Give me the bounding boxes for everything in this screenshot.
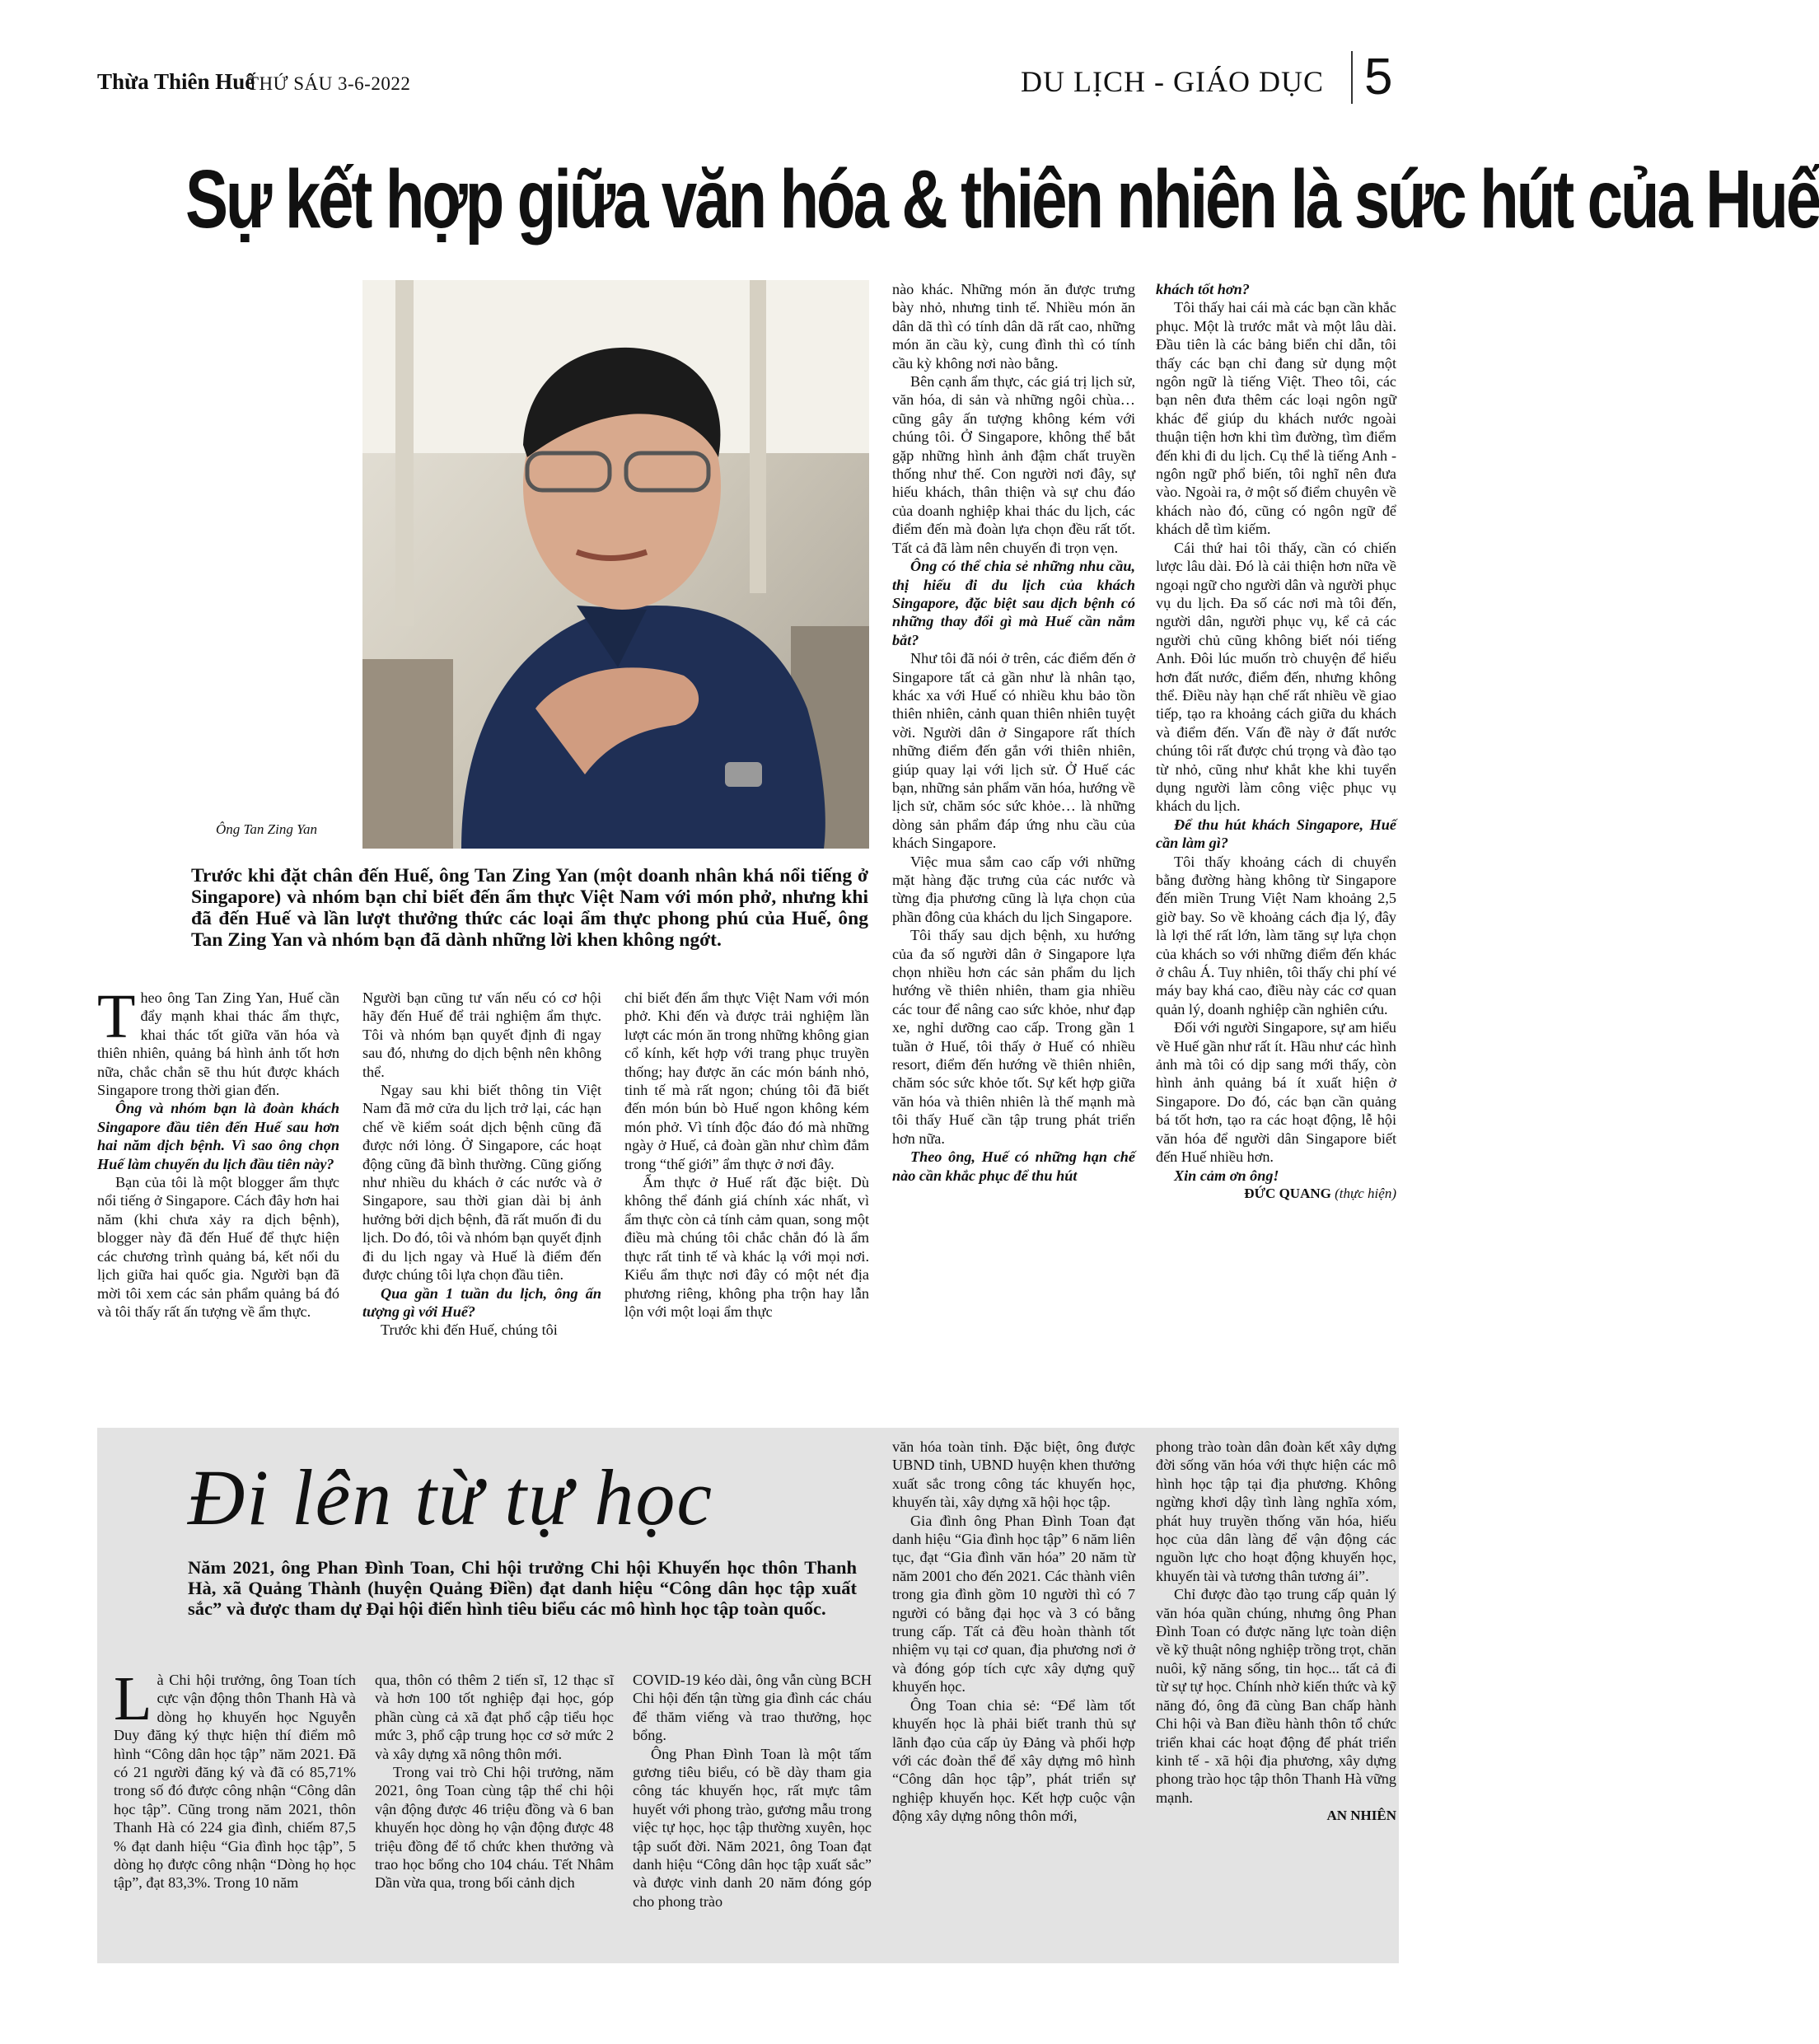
- article1-column-2: [362, 989, 601, 1340]
- paragraph: Việc mua sắm cao cấp với những mặt hàng đặc trưng của các nước và từng địa phương cũng là lựa chọn của phần đông của khách du lịch Singapore.: [892, 853, 1135, 925]
- article-title: Đi lên từ tự học: [188, 1453, 713, 1541]
- newspaper-name: Thừa Thiên Huế: [97, 69, 255, 94]
- paragraph: Tôi thấy hai cái mà các bạn cần khắc phục. Một là trước mắt và một lâu dài. Đầu tiên là các bảng biển chỉ dẫn, tôi thấy các bạn chỉ đang sử dụng một ngôn ngữ là tiếng Việt. Theo tôi, các bạn nên đưa thêm các loại ngôn ngữ khác để giúp du khách nước ngoài thuận tiện hơn khi tìm đường, tìm điểm đến khi đi du lịch. Cụ thể là tiếng Anh - ngôn ngữ phổ biến, tôi nghĩ nên đưa vào. Ngoài ra, ở một số điểm chuyên về khách nào đó, cũng có ngôn ngữ để khách dễ tìm kiếm.: [1156, 299, 1396, 538]
- paragraph: Người bạn cũng tư vấn nếu có cơ hội hãy đến Huế để trải nghiệm ẩm thực. Tôi và nhóm bạn quyết định đi ngay sau đó, nhưng do dịch bệnh nên không thể.: [362, 989, 601, 1080]
- article2-column-5: [1156, 1438, 1396, 1826]
- interview-question: Ông và nhóm bạn là đoàn khách Singapore đầu tiên đến Huế sau hơn hai năm dịch bệnh. Vì sao ông chọn Huế làm chuyến du lịch đầu tiên này?: [97, 1100, 339, 1172]
- paragraph: Bên cạnh ẩm thực, các giá trị lịch sử, văn hóa, di sản và những ngôi chùa… cũng gây ấn tượng không kém với chúng tôi. Ở Singapore, không thể bắt gặp những hình ảnh đậm chất truyền thống như thế. Con người nơi đây, sự hiếu khách, thân thiện và sự chu đáo của doanh nghiệp khai thác du lịch, các điểm đến mà đoàn lựa chọn đều rất tốt. Tất cả đã làm nên chuyến đi trọn vẹn.: [892, 373, 1135, 556]
- article1-column-4: [892, 280, 1135, 1185]
- article1-column-5: [1156, 280, 1396, 1203]
- paragraph: Gia đình ông Phan Đình Toan đạt danh hiệu “Gia đình học tập” 6 năm liên tục, đạt “Gia đình văn hóa” 20 năm từ năm 2001 cho đến 2021. Các thành viên trong gia đình gồm 10 người thì có 7 người có bằng đại học và 3 có bằng trung cấp. Tất cả đều hoàn thành tốt nhiệm vụ tại cơ quan, địa phương nơi ở và đóng góp tích cực xây dựng quỹ khuyến học.: [892, 1512, 1135, 1696]
- paragraph: heo ông Tan Zing Yan, Huế cần đẩy mạnh khai thác ẩm thực, khai thác tốt giữa văn hóa và thiên nhiên, quảng bá hình ảnh tốt hơn nữa, chắc chắn sẽ thu hút được khách Singapore trong thời gian đến.: [97, 989, 339, 1099]
- paragraph: Như tôi đã nói ở trên, các điểm đến ở Singapore tất cả gần như là nhân tạo, khác xa với Huế có nhiều khu bảo tồn thiên nhiên, cảnh quan thiên nhiên tuyệt vời. Người dân ở Singapore rất thích những điểm đến gắn với thiên nhiên, giúp quay lại với lịch sử. Ở Huế các bạn, những sản phẩm văn hóa, hướng về lịch sử, chăm sóc sức khỏe… là những dòng sản phẩm đáp ứng nhu cầu của khách Singapore.: [892, 650, 1135, 852]
- paragraph: Tôi thấy khoảng cách di chuyển bằng đường hàng không từ Singapore đến miền Trung Việt Nam khoảng 2,5 giờ bay. So về khoảng cách địa lý, đây là lợi thế rất lớn, làm tăng sự lựa chọn của khách so với những điểm đến khác ở châu Á. Tuy nhiên, tôi thấy chi phí vé máy bay khá cao, điều này các cơ quan quản lý, doanh nghiệp cần nghiên cứu.: [1156, 853, 1396, 1017]
- interview-question: Để thu hút khách Singapore, Huế cần làm gì?: [1156, 816, 1396, 852]
- paragraph: Chỉ được đào tạo trung cấp quản lý văn hóa quần chúng, nhưng ông Phan Đình Toan có được năng lực toàn diện về kỹ thuật nông nghiệp trồng trọt, chăn nuôi, kỹ năng sống, tin học... tất cả đi từ sự tự học. Chính nhờ kiến thức và kỹ năng đó, ông đã cùng Ban chấp hành Chi hội và Ban điều hành thôn tổ chức triển khai các hoạt động để phát triển kinh tế - xã hội địa phương, xây dựng phong trào học tập thôn Thanh Hà vững mạnh.: [1156, 1586, 1396, 1806]
- article-lead: Trước khi đặt chân đến Huế, ông Tan Zing Yan (một doanh nhân khá nổi tiếng ở Singapore) và nhóm bạn chỉ biết đến ẩm thực Việt Nam với món phở, nhưng khi đã đến Huế và lần lượt thưởng thức các loại ẩm thực phong phú của Huế, ông Tan Zing Yan và nhóm bạn đã dành những lời khen không ngớt.: [191, 865, 868, 951]
- paragraph: Ông Phan Đình Toan là một tấm gương tiêu biểu, có bề dày tham gia công tác khuyến học, rất mực tâm huyết với phong trào, gương mẫu trong việc tự học, học tập thường xuyên, học tập suốt đời. Năm 2021, ông Toan đạt danh hiệu “Công dân học tập xuất sắc” và được vinh danh 20 năm đóng góp cho phong trào: [633, 1745, 872, 1910]
- paragraph: văn hóa toàn tỉnh. Đặc biệt, ông được UBND tỉnh, UBND huyện khen thưởng xuất sắc trong công tác khuyến học, khuyến tài, xây dựng xã hội học tập.: [892, 1438, 1135, 1511]
- page-number: 5: [1364, 49, 1393, 105]
- drop-cap: T: [97, 982, 136, 1051]
- article2-column-4: [892, 1438, 1135, 1826]
- paragraph: phong trào toàn dân đoàn kết xây dựng đời sống văn hóa với thực hiện các mô hình học tập tại địa phương. Không ngừng khơi dậy tình làng nghĩa xóm, phát huy truyền thống văn hóa, hiếu học của dân làng để vận động các nguồn lực cho hoạt động khuyến học, khuyến tài và tương thân tương ái”.: [1156, 1438, 1396, 1584]
- paragraph: Ẩm thực ở Huế rất đặc biệt. Dù không thể đánh giá chính xác nhất, vì ẩm thực còn cả tính cảm quan, song một điều mà chúng tôi chắc chắn đó là ẩm thực rất tinh tế và khác lạ với mọi nơi. Kiểu ẩm thực nơi đây có một nét địa phương riêng, không pha trộn hay lẫn lộn với một loại ẩm thực: [624, 1174, 869, 1320]
- section-title: DU LỊCH - GIÁO DỤC: [1021, 65, 1324, 98]
- interview-question: Theo ông, Huế có những hạn chế nào cần khắc phục để thu hút: [892, 1148, 1135, 1184]
- interview-question: Ông có thể chia sẻ những nhu cầu, thị hiếu đi du lịch của khách Singapore, đặc biệt sau dịch bệnh có những thay đổi gì mà Huế cần nắm bắt?: [892, 558, 1135, 648]
- article1-column-1: [97, 982, 339, 1321]
- paragraph: Tôi thấy sau dịch bệnh, xu hướng của đa số người dân ở Singapore lựa chọn nhiều hơn các sản phẩm du lịch hướng về thiên nhiên, tham gia nhiều các tour để nâng cao sức khỏe, như đạp xe, nghỉ dưỡng cao cấp. Trong gần 1 tuần ở Huế, tôi thấy ở Huế có nhiều resort, điểm đến hướng về thiên nhiên, chăm sóc sức khỏe tốt. Sự kết hợp giữa văn hóa và thiên nhiên là thế mạnh mà tôi thấy Huế cần tập trung phát triển hơn nữa.: [892, 927, 1135, 1147]
- paragraph: qua, thôn có thêm 2 tiến sĩ, 12 thạc sĩ và hơn 100 tốt nghiệp đại học, góp phần cùng cả xã đạt phổ cập tiểu học mức 3, phổ cập trung học cơ sở mức 2 và xây dựng xã nông thôn mới.: [375, 1672, 614, 1762]
- paragraph: nào khác. Những món ăn được trưng bày nhỏ, nhưng tinh tế. Nhiều món ăn dân dã thì có tính dân dã rất cao, những món ăn cầu kỳ, cung đình thì có tính cầu kỳ không nơi nào bằng.: [892, 281, 1135, 372]
- article2-column-2: [375, 1671, 614, 1892]
- paragraph: Bạn của tôi là một blogger ẩm thực nổi tiếng ở Singapore. Cách đây hơn hai năm (khi chưa xảy ra dịch bệnh), blogger này đã đến Huế để thực hiện các chương trình quảng bá, kết nối du lịch giữa hai quốc gia. Người bạn đã mời tôi xem các sản phẩm quảng bá đó và tôi thấy rất ấn tượng về ẩm thực.: [97, 1174, 339, 1320]
- article2-column-1: [114, 1664, 356, 1892]
- paragraph: Ngay sau khi biết thông tin Việt Nam đã mở cửa du lịch trở lại, các hạn chế về kiểm soát dịch bệnh cũng đã được nới lỏng. Ở Singapore, các hoạt động cũng đã bình thường. Cũng giống như nhiều du khách ở các nước và ở Singapore, sau thời gian dài bị ảnh hưởng bởi dịch bệnh, đã rất muốn đi du lịch. Do đó, tôi và nhóm bạn quyết định đi du lịch ngay và Huế là điểm đến được chúng tôi lựa chọn đầu tiên.: [362, 1082, 601, 1284]
- article-lead: Năm 2021, ông Phan Đình Toan, Chi hội trưởng Chi hội Khuyến học thôn Thanh Hà, xã Quảng Thành (huyện Quảng Điền) đạt danh hiệu “Công dân học tập xuất sắc” và được tham dự Đại hội điển hình tiêu biểu các mô hình học tập toàn quốc.: [188, 1557, 857, 1619]
- article1-column-3: [624, 989, 869, 1321]
- paragraph: à Chi hội trưởng, ông Toan tích cực vận động thôn Thanh Hà và dòng họ khuyến học Nguyễn Duy đăng ký thực hiện thí điểm mô hình “Công dân học tập” năm 2021. Đã có 21 người đăng ký và đã có 85,71% trong số đó được công nhận “Công dân học tập”. Cũng trong năm 2021, thôn Thanh Hà có 224 gia đình, chiếm 87,5 % đạt danh hiệu “Gia đình học tập”, 5 dòng họ được công nhận “Dòng họ học tập”, đạt 83,3%. Trong 10 năm: [114, 1672, 356, 1892]
- author-byline: ĐỨC QUANG (thực hiện): [1244, 1185, 1396, 1201]
- paragraph: Trước khi đến Huế, chúng tôi: [381, 1321, 558, 1339]
- interview-question: khách tốt hơn?: [1156, 281, 1250, 297]
- header-divider: [1351, 51, 1353, 104]
- article2-column-3: [633, 1671, 872, 1911]
- paragraph: chỉ biết đến ẩm thực Việt Nam với món phở. Khi đến và được trải nghiệm lần lượt các món ăn trong những không gian cổ kính, kết hợp với trang phục truyền thống; hay được ăn các món bánh nhỏ, tinh tế mà rất ngon; chúng tôi đã biết đến món bún bò Huế ngon không kém món phở. Vì tính độc đáo đó mà những ngày ở Huế, cả đoàn gần như chìm đắm trong “thế giới” ẩm thực ở nơi đây.: [624, 989, 869, 1172]
- paragraph: Trong vai trò Chi hội trưởng, năm 2021, ông Toan cùng tập thể chi hội vận động được 46 triệu đồng và 6 ban khuyến học dòng họ vận động được 48 triệu đồng để tổ chức khen thưởng và trao học bổng cho 104 cháu. Tết Nhâm Dần vừa qua, trong bối cảnh dịch: [375, 1764, 614, 1892]
- drop-cap: L: [114, 1664, 152, 1733]
- portrait-photo: [362, 280, 869, 849]
- closing-line: Xin cảm ơn ông!: [1174, 1167, 1279, 1184]
- author-byline: AN NHIÊN: [1326, 1808, 1396, 1824]
- photo-caption: Ông Tan Zing Yan: [216, 821, 317, 837]
- paragraph: COVID-19 kéo dài, ông vẫn cùng BCH Chi hội đến tận từng gia đình các cháu để thăm viếng và trao thưởng, học bổng.: [633, 1672, 872, 1744]
- article-title: Sự kết hợp giữa văn hóa & thiên nhiên là sức hút của Huế: [185, 153, 1819, 246]
- interview-question: Qua gần 1 tuần du lịch, ông ấn tượng gì với Huế?: [362, 1284, 601, 1320]
- paragraph: Cái thứ hai tôi thấy, cần có chiến lược lâu dài. Đó là cải thiện hơn nữa về ngoại ngữ cho người dân và người phục vụ du lịch. Đa số các nơi mà tôi đến, người dân, người phục vụ, kể cả các người chủ cũng không biết nói tiếng Anh. Đôi lúc muốn trò chuyện để hiểu hơn đất nước, điểm đến, nhưng không thể. Điều này hạn chế rất nhiều về giao tiếp, tạo ra khoảng cách giữa du khách và điểm đến. Vấn đề này ở đất nước chúng tôi rất được chú trọng và đào tạo từ nhỏ, cũng như khắt khe khi tuyển dụng người làm công việc phục vụ khách du lịch.: [1156, 539, 1396, 815]
- paragraph: Ông Toan chia sẻ: “Để làm tốt khuyến học là phải biết tranh thủ sự lãnh đạo của cấp ủy Đảng và phối hợp với các đoàn thể để xây dựng mô hình “Công dân học tập”, phát triển sự nghiệp khuyến học. Kết hợp cuộc vận động xây dựng nông thôn mới,: [892, 1696, 1135, 1825]
- issue-date: THỨ SÁU 3-6-2022: [247, 73, 411, 94]
- paragraph: Đối với người Singapore, sự am hiểu về Huế gần như rất ít. Hầu như các hình ảnh mà tôi có dịp sang mới thấy, còn hình ảnh quảng bá ít xuất hiện ở Singapore. Do đó, các bạn cần quảng bá tốt hơn, tạo ra các hoạt động, lễ hội văn hóa để người dân Singapore biết đến Huế nhiều hơn.: [1156, 1019, 1396, 1166]
